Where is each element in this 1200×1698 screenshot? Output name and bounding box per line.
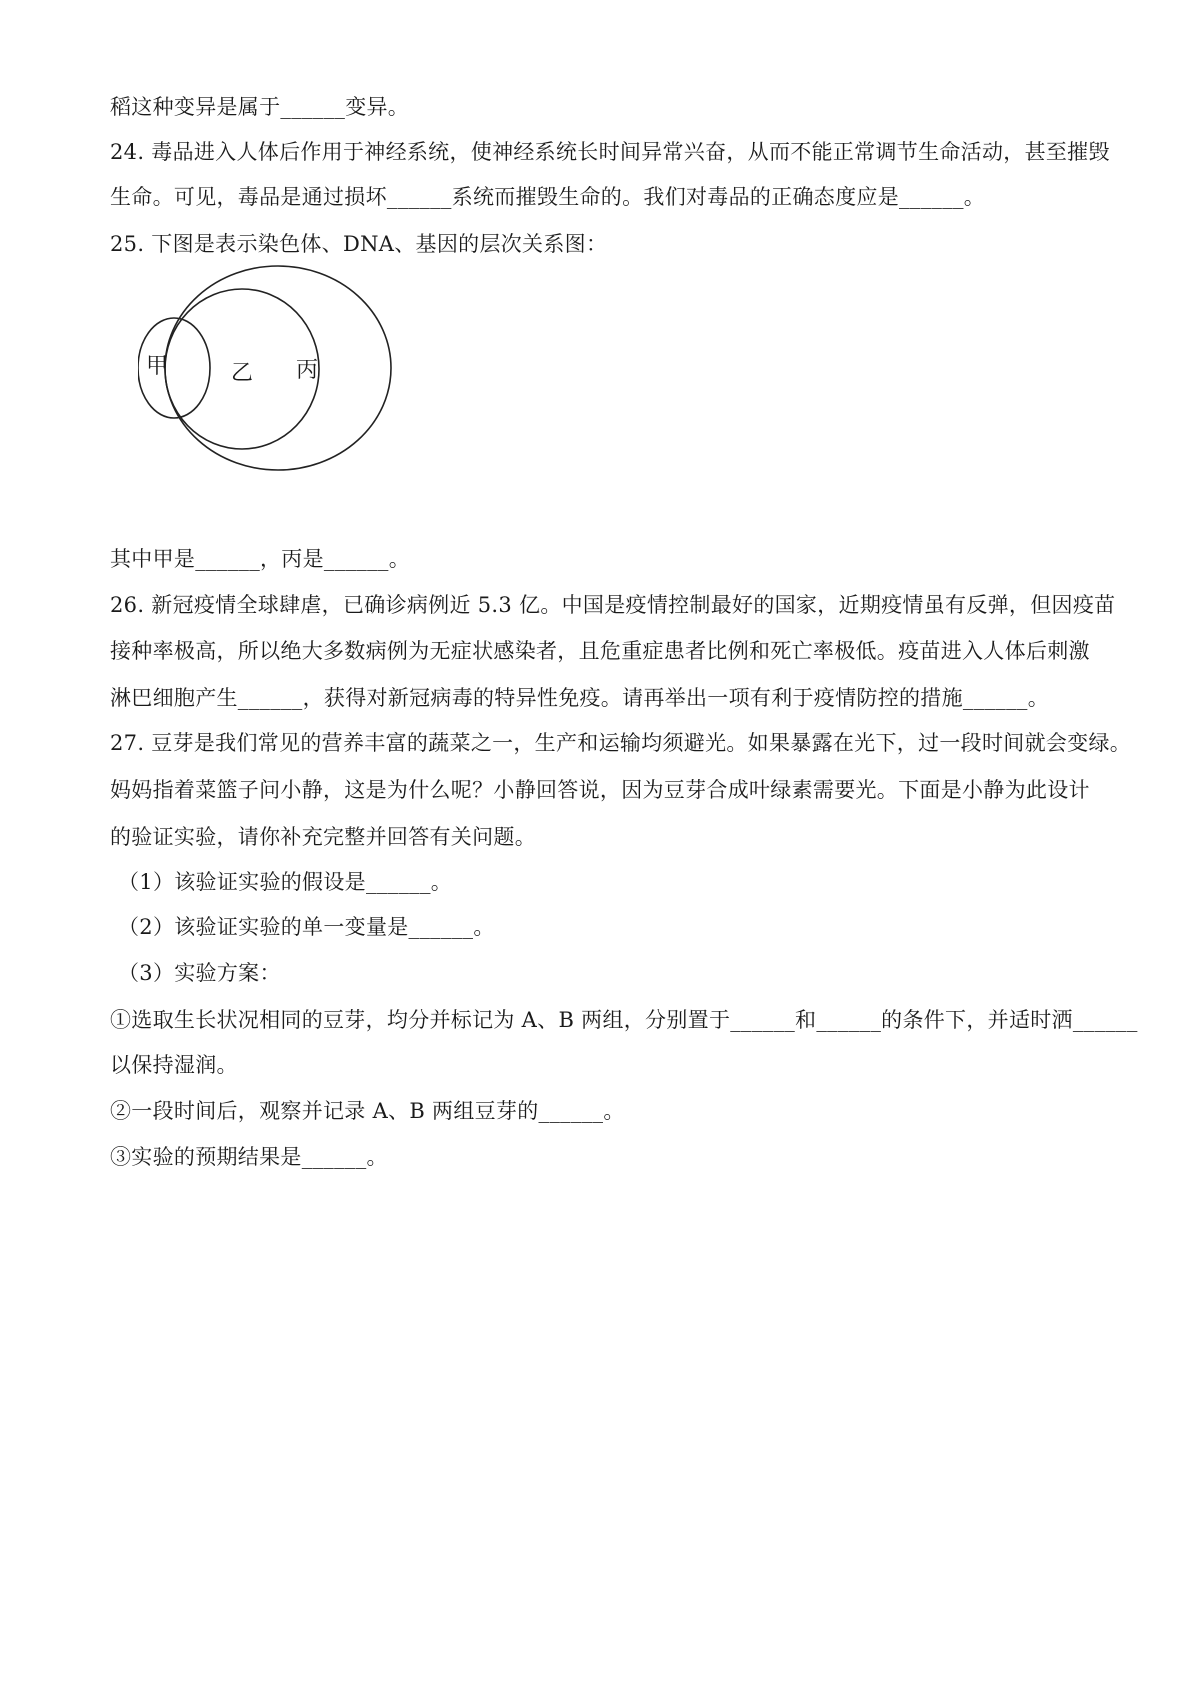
label-yi: 乙 — [231, 361, 254, 386]
question-27-sub-1: （1）该验证实验的假设是______。 — [118, 870, 453, 894]
text-line: 稻这种变异是属于______变异。 — [110, 95, 410, 119]
chromosome-dna-gene-diagram — [138, 265, 398, 505]
question-27-sub-2: （2）该验证实验的单一变量是______。 — [118, 915, 495, 939]
question-27-step-1-line-2: 以保持湿润。 — [110, 1053, 238, 1077]
question-26-line-1: 26. 新冠疫情全球肆虐，已确诊病例近 5.3 亿。中国是疫情控制最好的国家，近期疫情虽有反弹，但因疫苗 — [110, 593, 1116, 617]
label-bing: 丙 — [296, 358, 319, 383]
question-27-sub-3: （3）实验方案： — [118, 961, 281, 985]
question-27-step-1-line-1: ①选取生长状况相同的豆芽，均分并标记为 A、B 两组，分别置于______和______的条件下，并适时洒______ — [110, 1008, 1138, 1032]
question-27-line-2: 妈妈指着菜篮子问小静，这是为什么呢？小静回答说，因为豆芽合成叶绿素需要光。下面是小静为此设计 — [110, 778, 1090, 802]
question-26-line-2: 接种率极高，所以绝大多数病例为无症状感染者，且危重症患者比例和死亡率极低。疫苗进入人体后刺激 — [110, 639, 1090, 663]
question-26-line-3: 淋巴细胞产生______，获得对新冠病毒的特异性免疫。请再举出一项有利于疫情防控的措施______。 — [110, 686, 1049, 710]
question-27-step-2: ②一段时间后，观察并记录 A、B 两组豆芽的______。 — [110, 1099, 625, 1123]
question-24-line-1: 24. 毒品进入人体后作用于神经系统，使神经系统长时间异常兴奋，从而不能正常调节生命活动，甚至摧毁 — [110, 140, 1110, 164]
question-24-line-2: 生命。可见，毒品是通过损坏______系统而摧毁生命的。我们对毒品的正确态度应是______。 — [110, 185, 986, 209]
question-27-line-1: 27. 豆芽是我们常见的营养丰富的蔬菜之一，生产和运输均须避光。如果暴露在光下，过一段时间就会变绿。 — [110, 731, 1132, 755]
question-25-line-2: 其中甲是______，丙是______。 — [110, 547, 410, 571]
question-27-step-3: ③实验的预期结果是______。 — [110, 1145, 388, 1169]
question-25-line-1: 25. 下图是表示染色体、DNA、基因的层次关系图： — [110, 232, 608, 256]
label-jia: 甲 — [146, 354, 169, 379]
question-27-line-3: 的验证实验，请你补充完整并回答有关问题。 — [110, 825, 536, 849]
